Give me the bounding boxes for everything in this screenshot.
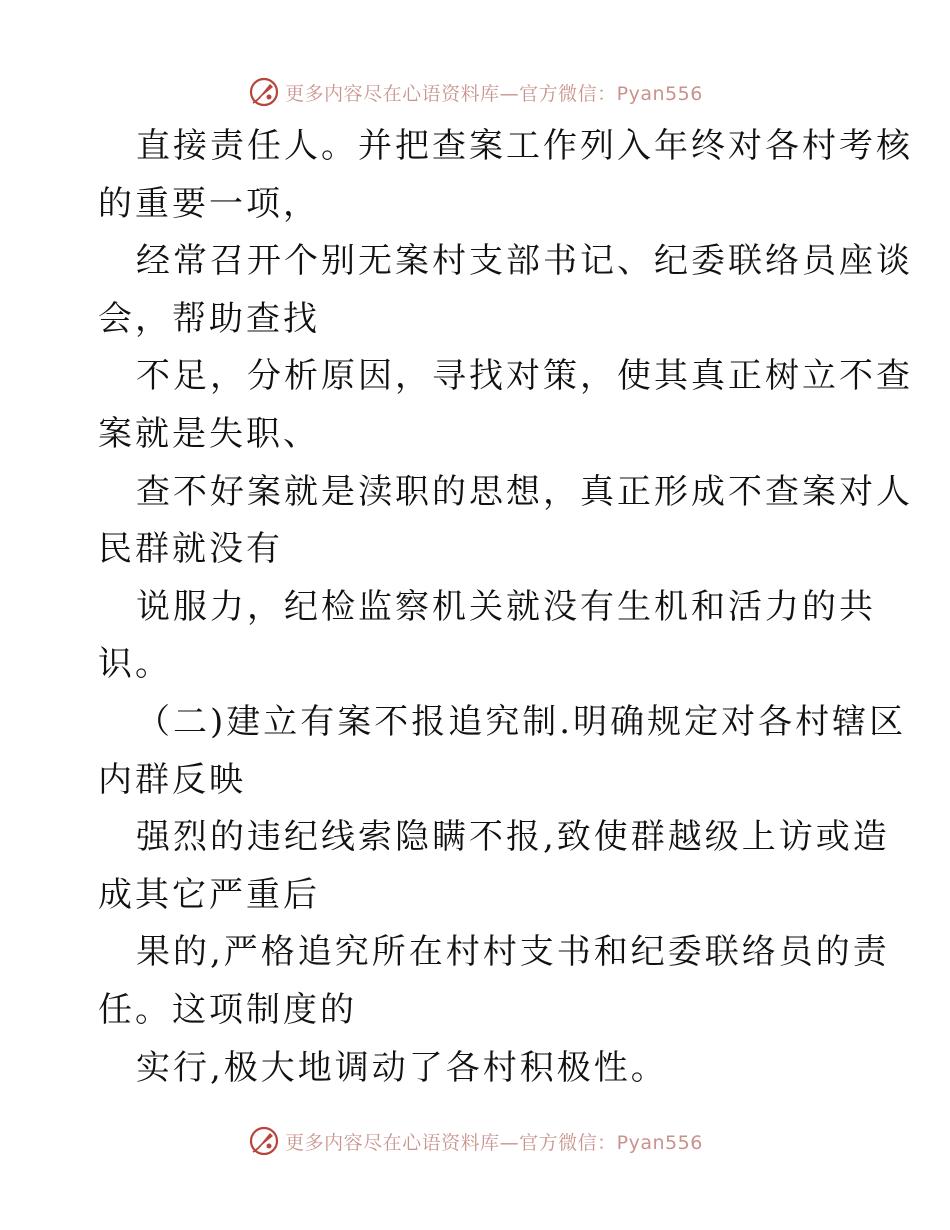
text-line: 任。这项制度的 bbox=[98, 989, 357, 1030]
text-line: 果的,严格追究所在村村支书和纪委联络员的责 bbox=[136, 932, 890, 973]
text-line: 直接责任人。并把查案工作列入年终对各村考核 bbox=[136, 126, 913, 166]
feather-pen-logo-icon bbox=[247, 1124, 281, 1158]
text-line: 查不好案就是渎职的思想，真正形成不查案对人 bbox=[136, 471, 913, 512]
feather-pen-logo-icon bbox=[247, 75, 281, 109]
text-line: 实行,极大地调动了各村积极性。 bbox=[136, 1047, 668, 1088]
footer-banner bbox=[0, 1121, 950, 1161]
body-text bbox=[98, 118, 913, 1097]
text-line: 案就是失职、 bbox=[98, 413, 320, 454]
text-line: 不足，分析原因，寻找对策，使其真正树立不查 bbox=[136, 356, 913, 397]
text-line: 民群就没有 bbox=[98, 529, 283, 570]
text-line: 的重要一项， bbox=[98, 183, 320, 224]
text-line: 成其它严重后 bbox=[98, 874, 320, 915]
text-line: （二)建立有案不报追究制.明确规定对各村辖区 bbox=[136, 701, 907, 742]
text-line: 说服力，纪检监察机关就没有生机和活力的共 bbox=[136, 586, 876, 627]
text-line: 会，帮助查找 bbox=[98, 298, 320, 339]
text-line: 强烈的违纪线索隐瞒不报,致使群越级上访或造 bbox=[136, 817, 890, 858]
text-line: 内群反映 bbox=[98, 759, 246, 800]
header-banner-text: 更多内容尽在心语资料库—官方微信：Pyan556 bbox=[285, 82, 703, 105]
footer-banner-text: 更多内容尽在心语资料库—官方微信：Pyan556 bbox=[285, 1131, 703, 1154]
text-line: 经常召开个别无案村支部书记、纪委联络员座谈 bbox=[136, 241, 913, 282]
header-banner bbox=[0, 72, 950, 112]
text-line: 识。 bbox=[98, 644, 172, 685]
